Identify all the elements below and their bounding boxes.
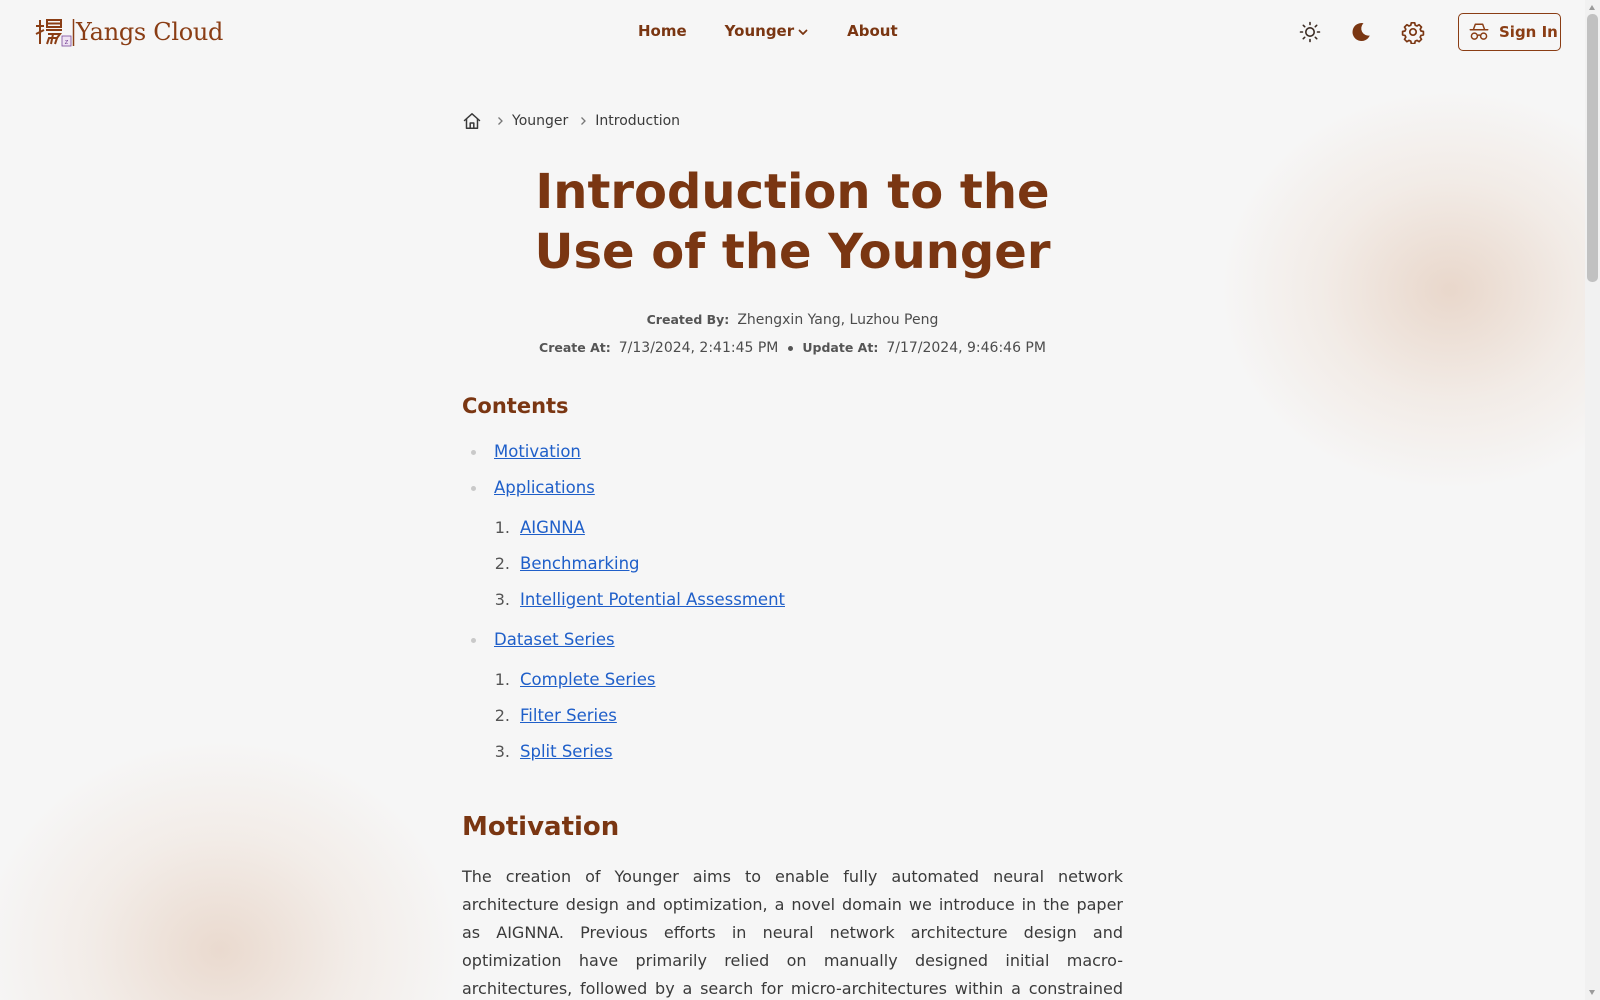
chevron-down-icon <box>797 26 809 38</box>
scroll-up-arrow[interactable] <box>1589 5 1595 10</box>
incognito-icon <box>1468 21 1490 43</box>
toc-subitem-number: 2. <box>494 705 510 725</box>
toc-subitem <box>462 545 1123 581</box>
table-of-contents <box>462 433 1123 769</box>
chevron-right-icon <box>577 115 589 127</box>
update-at-label: Update At: <box>802 340 879 355</box>
svg-text:z: z <box>64 38 69 46</box>
chevron-right-icon <box>494 115 506 127</box>
article-meta <box>462 306 1123 362</box>
background-glow-left <box>0 740 460 1000</box>
toc-sublist-dataset-series <box>462 661 1123 769</box>
toc-subitem-number: 1. <box>494 517 510 537</box>
nav-home[interactable] <box>638 22 687 40</box>
site-logo[interactable] <box>35 15 223 49</box>
light-mode-button[interactable] <box>1298 20 1322 44</box>
toc-link-benchmarking[interactable]: Benchmarking <box>520 553 640 573</box>
paragraph-line: optimization have primarily relied on manually designed initial macro- <box>462 951 1123 970</box>
article <box>462 108 1123 1000</box>
scroll-down-arrow[interactable] <box>1589 990 1595 995</box>
create-at-label: Create At: <box>539 340 611 355</box>
toc-subitem-number: 1. <box>494 669 510 689</box>
site-logo-text: Yangs Cloud <box>76 18 224 46</box>
scrollbar-thumb[interactable] <box>1587 14 1598 282</box>
meta-separator-dot <box>788 346 793 351</box>
created-by-value: Zhengxin Yang, Luzhou Peng <box>737 312 939 328</box>
gear-icon <box>1401 20 1425 44</box>
toc-subitem <box>462 697 1123 733</box>
toc-subitem <box>462 581 1123 617</box>
toc-bullet <box>471 450 476 455</box>
toc-subitem-number: 3. <box>494 589 510 609</box>
home-icon[interactable] <box>462 111 482 131</box>
toc-item <box>462 621 1123 657</box>
yangs-cloud-logo-icon <box>35 16 75 48</box>
nav-about[interactable] <box>847 22 898 40</box>
toc-item <box>462 469 1123 505</box>
paragraph-line: architecture design and optimization, a novel domain we introduce in the paper <box>462 895 1123 914</box>
motivation-paragraph <box>462 863 1123 1000</box>
created-by-row <box>462 306 1123 334</box>
paragraph-line: The creation of Younger aims to enable fully automated neural network <box>462 867 1123 886</box>
settings-button[interactable] <box>1401 20 1425 44</box>
toc-subitem <box>462 733 1123 769</box>
toc-bullet <box>471 486 476 491</box>
site-header <box>0 0 1585 64</box>
dark-mode-button[interactable] <box>1349 20 1373 44</box>
toc-link-aignna[interactable]: AIGNNA <box>520 517 585 537</box>
breadcrumb-current: Introduction <box>595 113 681 129</box>
nav-younger-label: Younger <box>724 22 795 40</box>
toc-link-intelligent-potential-assessment[interactable]: Intelligent Potential Assessment <box>520 589 785 609</box>
sign-in-button[interactable] <box>1458 13 1561 51</box>
breadcrumb <box>462 108 1123 134</box>
page-title: Introduction to the Use of the Younger <box>534 164 1051 280</box>
moon-icon <box>1349 20 1373 44</box>
motivation-heading: Motivation <box>462 812 620 842</box>
toc-link-split-series[interactable]: Split Series <box>520 741 613 761</box>
nav-home-label: Home <box>638 22 687 40</box>
main-nav <box>638 22 898 40</box>
paragraph-line: as AIGNNA. Previous efforts in neural network architecture design and <box>462 923 1123 942</box>
toc-bullet <box>471 638 476 643</box>
dates-row <box>462 334 1123 362</box>
toc-link-filter-series[interactable]: Filter Series <box>520 705 617 725</box>
sign-in-label: Sign In <box>1499 23 1558 41</box>
background-glow-right <box>1220 90 1600 490</box>
sun-icon <box>1298 20 1322 44</box>
toc-link-complete-series[interactable]: Complete Series <box>520 669 656 689</box>
contents-heading: Contents <box>462 394 569 418</box>
toc-subitem <box>462 661 1123 697</box>
created-by-label: Created By: <box>646 312 730 327</box>
toc-link-applications[interactable]: Applications <box>494 477 595 497</box>
toc-item <box>462 433 1123 469</box>
create-at-value: 7/13/2024, 2:41:45 PM <box>618 340 779 356</box>
toc-link-motivation[interactable]: Motivation <box>494 441 581 461</box>
update-at-value: 7/17/2024, 9:46:46 PM <box>886 340 1046 356</box>
toc-sublist-applications <box>462 509 1123 617</box>
nav-about-label: About <box>847 22 898 40</box>
breadcrumb-younger[interactable]: Younger <box>512 113 569 129</box>
toc-subitem-number: 3. <box>494 741 510 761</box>
paragraph-line: architectures, followed by a search for micro-architectures within a constrained <box>462 979 1123 998</box>
toc-link-dataset-series[interactable]: Dataset Series <box>494 629 615 649</box>
toc-subitem <box>462 509 1123 545</box>
nav-younger-dropdown[interactable] <box>725 22 809 40</box>
toc-subitem-number: 2. <box>494 553 510 573</box>
vertical-scrollbar[interactable] <box>1585 0 1600 1000</box>
